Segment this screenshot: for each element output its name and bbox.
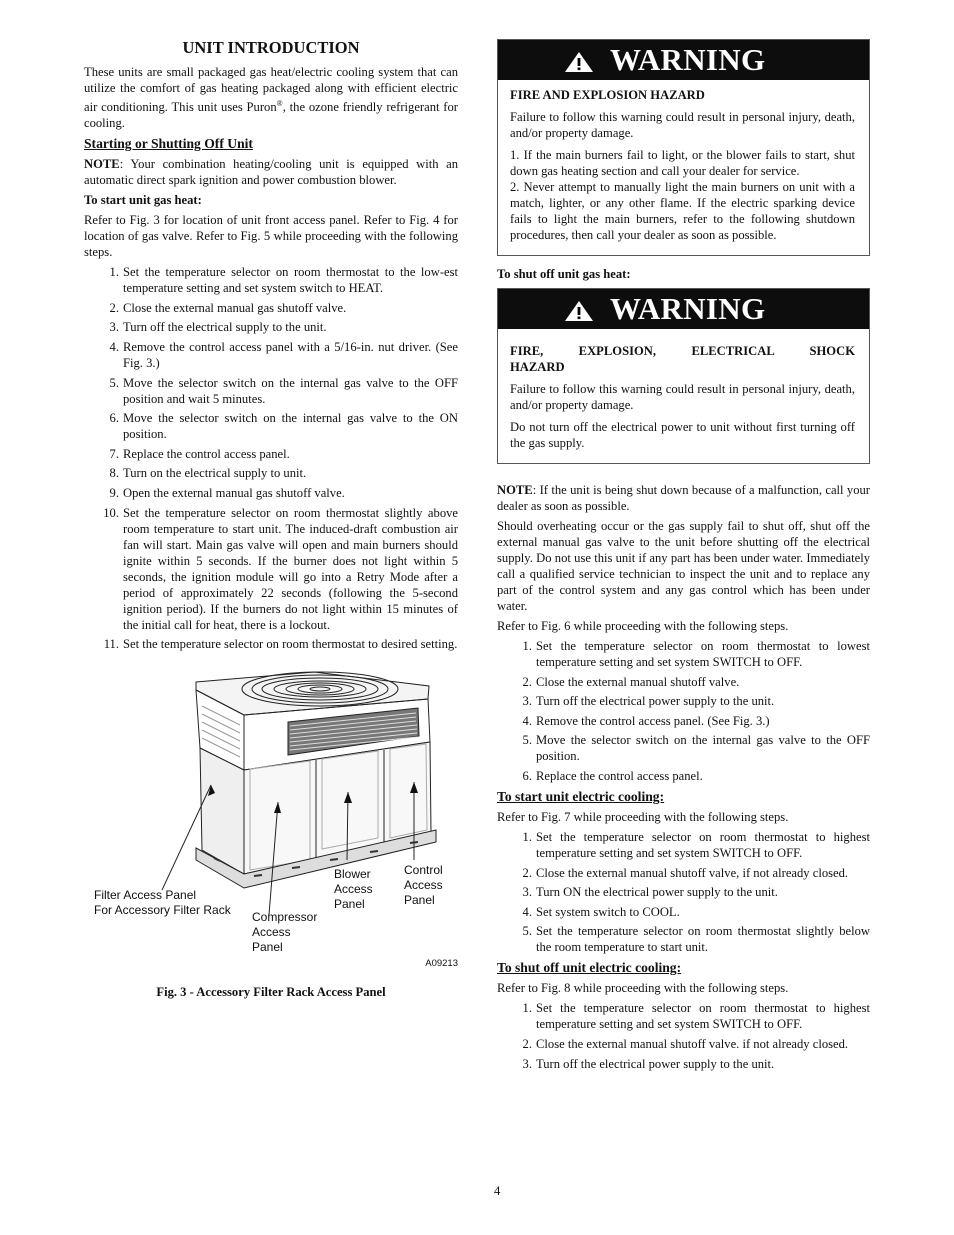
list-number: 1.: [522, 829, 532, 844]
blower-access-label: Blower Access Panel: [334, 867, 373, 912]
shut-gas-heading: To shut off unit gas heat:: [497, 267, 631, 281]
cool-start-heading: To start unit electric cooling:: [497, 788, 665, 804]
warning-text: 2. Never attempt to manually light the main burners on unit with a match, lighter, or any other flame. If the electric sparking device fails to light the main burners, refer to the following shutdown procedures, then call your dealer as soon as possible.: [510, 180, 855, 242]
list-text: Turn off the electrical power supply to the unit.: [536, 1056, 775, 1071]
page-number: 4: [494, 1184, 501, 1198]
list-text: Set system switch to COOL.: [536, 904, 680, 919]
compressor-access-label: Compressor Access Panel: [252, 910, 318, 955]
list-number: 4.: [109, 339, 119, 354]
fig7-intro: Refer to Fig. 7 while proceeding with the following steps.: [497, 809, 789, 824]
note-paragraph: NOTE: Your combination heating/cooling unit is equipped with an automatic direct spark ignition and power combustion blower.: [84, 157, 458, 188]
list-text: Set the temperature selector on room thermostat to highest temperature setting and set system SWITCH to OFF.: [536, 1001, 870, 1032]
figure-3: [84, 662, 458, 980]
list-text: Move the selector switch on the internal gas valve to the ON position.: [123, 411, 458, 442]
list-number: 10.: [103, 505, 119, 520]
list-number: 9.: [109, 485, 119, 500]
list-text: Turn on the electrical supply to unit.: [123, 466, 307, 481]
start-stop-heading: Starting or Shutting Off Unit: [84, 136, 253, 152]
list-number: 2.: [109, 300, 119, 315]
list-number: 6.: [522, 768, 532, 783]
list-item: [497, 865, 870, 881]
list-text: Set the temperature selector on room thermostat slightly below the room temperature to start unit.: [536, 924, 870, 955]
overheat-paragraph: Should overheating occur or the gas supply fail to shut off, shut off the external manual gas valve to the unit before shutting off the electrical supply. Do not use this unit if any part has been under water. Immediately call a qualified service technician to inspect the unit and to replace any part of the control system and any gas control which has been under water.: [497, 519, 870, 613]
list-item: [84, 300, 458, 316]
list-text: Replace the control access panel.: [536, 768, 703, 783]
list-item: [497, 713, 870, 729]
warning-text: 1. If the main burners fail to light, or the blower fails to start, shut down gas heating section and call your dealer for service.: [510, 148, 855, 178]
list-number: 2.: [522, 674, 532, 689]
list-text: Remove the control access panel. (See Fig. 3.): [536, 713, 770, 728]
control-access-label: Control Access Panel: [404, 863, 443, 908]
list-number: 1.: [522, 639, 532, 653]
list-text: Close the external manual shutoff valve. if not already closed.: [536, 1036, 849, 1051]
hazard-title: FIRE AND EXPLOSION HAZARD: [510, 88, 705, 102]
left-column: [84, 36, 458, 1000]
list-number: 1.: [109, 265, 119, 280]
list-item: [84, 446, 458, 462]
list-number: 7.: [109, 446, 119, 461]
list-number: 2.: [522, 865, 532, 880]
list-number: 2.: [522, 1036, 532, 1051]
warning-triangle-icon: [564, 300, 594, 322]
list-text: Remove the control access panel with a 5/16-in. nut driver. (See Fig. 3.): [123, 339, 458, 370]
list-item: [497, 693, 870, 709]
list-number: 3.: [109, 320, 119, 335]
list-number: 4.: [522, 904, 532, 919]
list-text: Turn ON the electrical power supply to the unit.: [536, 885, 778, 900]
list-text: Set the temperature selector on room thermostat to lowest temperature setting and set system SWITCH to OFF.: [536, 639, 870, 669]
list-item: [497, 1036, 870, 1052]
gas-heat-heading: To start unit gas heat:: [84, 193, 202, 208]
list-item: [497, 732, 870, 764]
list-text: Turn off the electrical supply to the unit.: [123, 320, 327, 335]
warning-title: WARNING: [610, 291, 766, 326]
list-number: 1.: [522, 1001, 532, 1016]
list-item: [84, 505, 458, 633]
filter-access-label: Filter Access Panel For Accessory Filter Rack: [94, 888, 231, 918]
list-text: Replace the control access panel.: [123, 446, 290, 461]
warning-text: Do not turn off the electrical power to unit without first turning off the gas supply.: [510, 420, 855, 450]
list-item: [497, 829, 870, 861]
fig6-intro: Refer to Fig. 6 while proceeding with the following steps.: [497, 619, 789, 633]
list-item: [497, 674, 870, 690]
shut-gas-steps: [497, 638, 870, 784]
list-item: [84, 264, 458, 296]
list-text: Close the external manual gas shutoff valve.: [123, 300, 347, 315]
warning-text: Failure to follow this warning could result in personal injury, death, and/or property damage.: [510, 382, 855, 412]
warning-text: Failure to follow this warning could result in personal injury, death, and/or property damage.: [510, 110, 855, 140]
figure-code: A09213: [425, 958, 458, 970]
list-text: Close the external manual shutoff valve.: [536, 674, 740, 689]
list-text: Move the selector switch on the internal gas valve to the OFF position.: [536, 733, 870, 764]
list-number: 5.: [109, 375, 119, 390]
list-number: 3.: [522, 885, 532, 900]
list-number: 4.: [522, 713, 532, 728]
figure-caption: Fig. 3 - Accessory Filter Rack Access Panel: [156, 985, 386, 1000]
list-text: Open the external manual gas shutoff valve.: [123, 485, 345, 500]
warning-body: [498, 80, 869, 255]
warning-body: [498, 329, 869, 463]
list-item: [497, 768, 870, 784]
list-text: Set the temperature selector on room thermostat to highest temperature setting and set system SWITCH to OFF.: [536, 829, 870, 860]
list-item: [497, 1056, 870, 1072]
list-item: [84, 465, 458, 481]
note-malfunction: NOTE: If the unit is being shut down because of a malfunction, call your dealer as soon as possible.: [497, 483, 870, 513]
list-item: [84, 339, 458, 371]
list-item: [497, 923, 870, 955]
list-item: [84, 375, 458, 407]
cool-start-steps: [497, 829, 870, 955]
list-text: Turn off the electrical power supply to the unit.: [536, 694, 775, 709]
cool-stop-heading: To shut off unit electric cooling:: [497, 960, 682, 976]
list-number: 6.: [109, 411, 119, 426]
list-item: [497, 1000, 870, 1032]
list-item: [497, 884, 870, 900]
list-number: 3.: [522, 694, 532, 709]
list-number: 5.: [522, 733, 532, 748]
list-number: 5.: [522, 924, 532, 939]
warning-triangle-icon: [564, 51, 594, 73]
list-item: [84, 636, 458, 652]
list-text: Move the selector switch on the internal gas valve to the OFF position and wait 5 minutes.: [123, 375, 458, 406]
list-item: [84, 410, 458, 442]
section-title: UNIT INTRODUCTION: [182, 38, 360, 57]
list-text: Close the external manual shutoff valve, if not already closed.: [536, 865, 849, 880]
list-number: 11.: [103, 637, 119, 652]
list-item: [84, 319, 458, 335]
list-item: [84, 485, 458, 501]
warning-header: [498, 40, 869, 80]
list-text: Set the temperature selector on room thermostat to the low-est temperature setting and set system switch to HEAT.: [123, 265, 458, 296]
list-text: Set the temperature selector on room thermostat slightly above room temperature to start unit. The induced-draft combustion air fan will start. Main gas valve will open and main burners should ignite within 5 seconds. If the burner does not light within 5 seconds, the ignition module will go into a Retry Mode after a period of approximately 22 seconds (following the 5-second ignition period). If the burners do not light within 15 minutes of the initial call for heat, there is a lockout.: [123, 505, 458, 632]
gas-heat-steps: [84, 264, 458, 652]
list-item: [497, 904, 870, 920]
list-text: Set the temperature selector on room thermostat to desired setting.: [123, 637, 458, 652]
fig8-intro: Refer to Fig. 8 while proceeding with the following steps.: [497, 981, 789, 996]
warning-box-electrical-shock: [497, 288, 870, 464]
warning-header: [498, 289, 869, 329]
cool-stop-steps: [497, 1000, 870, 1071]
right-column: [497, 39, 870, 1076]
warning-title: WARNING: [610, 42, 766, 77]
list-number: 3.: [522, 1056, 532, 1071]
hazard-title: FIRE, EXPLOSION, ELECTRICAL SHOCK HAZARD: [510, 344, 855, 374]
intro-paragraph: These units are small packaged gas heat/electric cooling system that can utilize the comfort of gas heating packaged along with efficient electric air conditioning. This unit uses Puron®, the ozone friendly refrigerant for cooling.: [84, 65, 458, 131]
list-number: 8.: [109, 466, 119, 481]
gas-heat-intro: Refer to Fig. 3 for location of unit front access panel. Refer to Fig. 4 for location of gas valve. Refer to Fig. 5 while proceeding with the following steps.: [84, 213, 458, 260]
warning-box-fire-explosion: [497, 39, 870, 256]
list-item: [497, 638, 870, 670]
